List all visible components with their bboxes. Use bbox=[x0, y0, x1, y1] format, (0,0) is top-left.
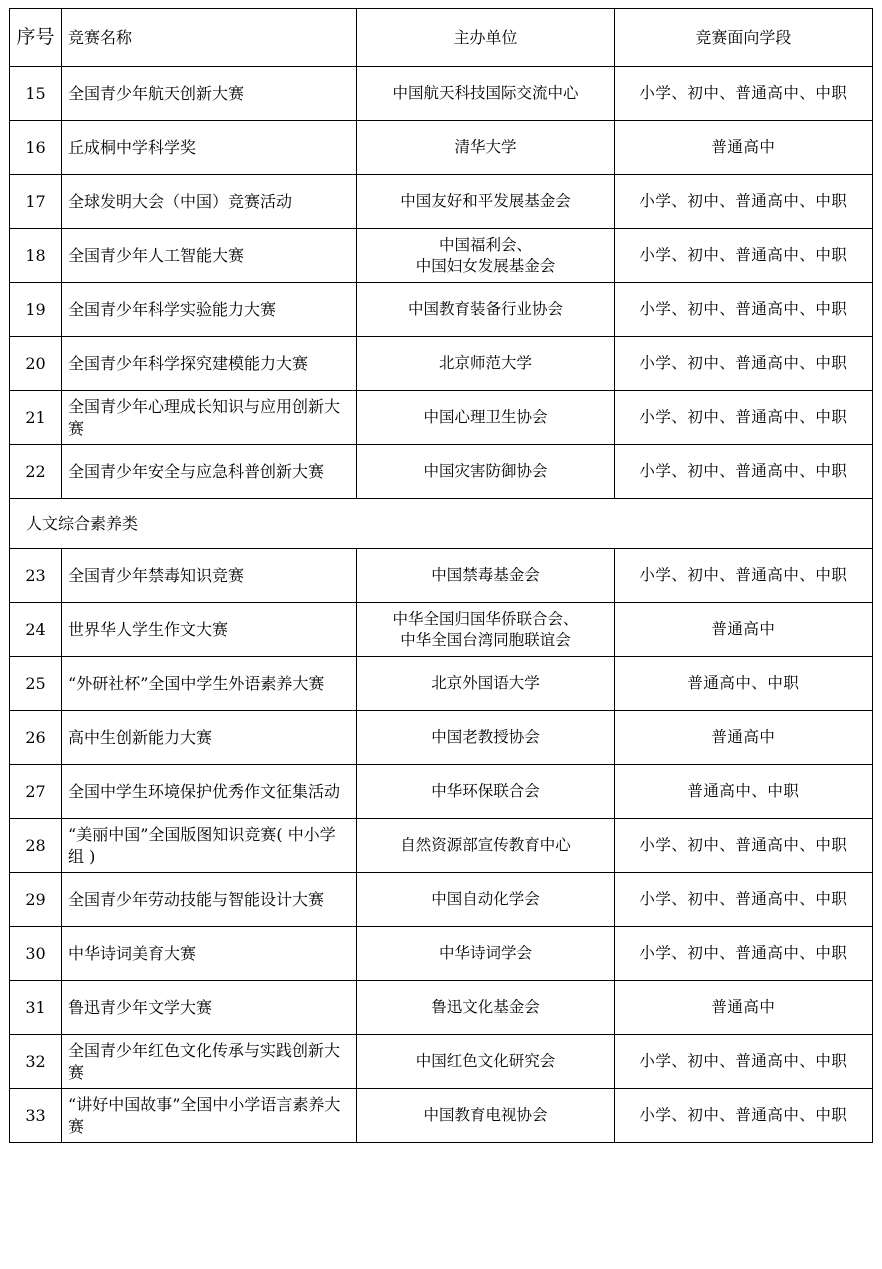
table-row bbox=[10, 1035, 873, 1089]
cell-competition-name: 丘成桐中学科学奖 bbox=[62, 121, 357, 175]
cell-target-stage: 小学、初中、普通高中、中职 bbox=[614, 927, 872, 981]
cell-target-stage: 小学、初中、普通高中、中职 bbox=[614, 445, 872, 499]
cell-organizer: 中华诗词学会 bbox=[357, 927, 614, 981]
cell-competition-name: 世界华人学生作文大赛 bbox=[62, 603, 357, 657]
table-section-row bbox=[10, 499, 873, 549]
table-row bbox=[10, 603, 873, 657]
cell-index: 30 bbox=[10, 927, 62, 981]
cell-organizer: 中国灾害防御协会 bbox=[357, 445, 614, 499]
cell-organizer: 鲁迅文化基金会 bbox=[357, 981, 614, 1035]
cell-index: 28 bbox=[10, 819, 62, 873]
table-row bbox=[10, 283, 873, 337]
cell-target-stage: 普通高中 bbox=[614, 981, 872, 1035]
cell-organizer: 中国航天科技国际交流中心 bbox=[357, 67, 614, 121]
cell-competition-name: 全国青少年科学实验能力大赛 bbox=[62, 283, 357, 337]
table-row bbox=[10, 175, 873, 229]
cell-index: 18 bbox=[10, 229, 62, 283]
cell-index: 22 bbox=[10, 445, 62, 499]
cell-index: 17 bbox=[10, 175, 62, 229]
cell-competition-name: “美丽中国”全国版图知识竞赛( 中小学组 ) bbox=[62, 819, 357, 873]
cell-organizer: 北京外国语大学 bbox=[357, 657, 614, 711]
cell-target-stage: 小学、初中、普通高中、中职 bbox=[614, 337, 872, 391]
cell-organizer: 中国心理卫生协会 bbox=[357, 391, 614, 445]
section-label: 人文综合素养类 bbox=[10, 499, 873, 549]
cell-target-stage: 小学、初中、普通高中、中职 bbox=[614, 67, 872, 121]
table-row bbox=[10, 337, 873, 391]
cell-competition-name: 全国青少年劳动技能与智能设计大赛 bbox=[62, 873, 357, 927]
cell-organizer: 中国教育装备行业协会 bbox=[357, 283, 614, 337]
table-row bbox=[10, 391, 873, 445]
cell-competition-name: “讲好中国故事”全国中小学语言素养大赛 bbox=[62, 1089, 357, 1143]
cell-target-stage: 普通高中 bbox=[614, 603, 872, 657]
cell-competition-name: 全国青少年科学探究建模能力大赛 bbox=[62, 337, 357, 391]
cell-organizer: 中国友好和平发展基金会 bbox=[357, 175, 614, 229]
table-row bbox=[10, 549, 873, 603]
cell-competition-name: 全国青少年禁毒知识竞赛 bbox=[62, 549, 357, 603]
cell-competition-name: 全球发明大会（中国）竞赛活动 bbox=[62, 175, 357, 229]
cell-competition-name: 全国中学生环境保护优秀作文征集活动 bbox=[62, 765, 357, 819]
table-row bbox=[10, 927, 873, 981]
cell-index: 23 bbox=[10, 549, 62, 603]
cell-competition-name: 全国青少年红色文化传承与实践创新大赛 bbox=[62, 1035, 357, 1089]
cell-target-stage: 小学、初中、普通高中、中职 bbox=[614, 175, 872, 229]
cell-organizer: 中国老教授协会 bbox=[357, 711, 614, 765]
cell-target-stage: 小学、初中、普通高中、中职 bbox=[614, 391, 872, 445]
column-header-target-stage: 竞赛面向学段 bbox=[614, 9, 872, 67]
cell-index: 27 bbox=[10, 765, 62, 819]
cell-index: 26 bbox=[10, 711, 62, 765]
cell-organizer: 中华环保联合会 bbox=[357, 765, 614, 819]
table-row bbox=[10, 445, 873, 499]
table-row bbox=[10, 981, 873, 1035]
cell-competition-name: 全国青少年心理成长知识与应用创新大赛 bbox=[62, 391, 357, 445]
cell-index: 21 bbox=[10, 391, 62, 445]
cell-index: 19 bbox=[10, 283, 62, 337]
table-row bbox=[10, 1089, 873, 1143]
cell-organizer: 自然资源部宣传教育中心 bbox=[357, 819, 614, 873]
table-row bbox=[10, 711, 873, 765]
competition-table bbox=[9, 8, 873, 1143]
table-row bbox=[10, 819, 873, 873]
cell-index: 32 bbox=[10, 1035, 62, 1089]
cell-competition-name: 鲁迅青少年文学大赛 bbox=[62, 981, 357, 1035]
table-row bbox=[10, 229, 873, 283]
cell-target-stage: 普通高中 bbox=[614, 711, 872, 765]
cell-index: 24 bbox=[10, 603, 62, 657]
table-row bbox=[10, 121, 873, 175]
cell-organizer: 北京师范大学 bbox=[357, 337, 614, 391]
table-body bbox=[10, 67, 873, 1143]
cell-competition-name: 全国青少年航天创新大赛 bbox=[62, 67, 357, 121]
cell-competition-name: “外研社杯”全国中学生外语素养大赛 bbox=[62, 657, 357, 711]
table-row bbox=[10, 873, 873, 927]
table-row bbox=[10, 67, 873, 121]
cell-organizer: 中国教育电视协会 bbox=[357, 1089, 614, 1143]
column-header-organizer: 主办单位 bbox=[357, 9, 614, 67]
cell-organizer: 中华全国归国华侨联合会、 中华全国台湾同胞联谊会 bbox=[357, 603, 614, 657]
cell-target-stage: 普通高中 bbox=[614, 121, 872, 175]
cell-target-stage: 小学、初中、普通高中、中职 bbox=[614, 819, 872, 873]
cell-organizer: 中国福利会、 中国妇女发展基金会 bbox=[357, 229, 614, 283]
cell-competition-name: 全国青少年安全与应急科普创新大赛 bbox=[62, 445, 357, 499]
cell-organizer: 中国禁毒基金会 bbox=[357, 549, 614, 603]
column-header-index: 序号 bbox=[10, 9, 62, 67]
cell-competition-name: 高中生创新能力大赛 bbox=[62, 711, 357, 765]
cell-target-stage: 小学、初中、普通高中、中职 bbox=[614, 229, 872, 283]
cell-organizer: 清华大学 bbox=[357, 121, 614, 175]
cell-target-stage: 小学、初中、普通高中、中职 bbox=[614, 1035, 872, 1089]
cell-index: 33 bbox=[10, 1089, 62, 1143]
cell-target-stage: 小学、初中、普通高中、中职 bbox=[614, 549, 872, 603]
cell-target-stage: 小学、初中、普通高中、中职 bbox=[614, 1089, 872, 1143]
cell-index: 25 bbox=[10, 657, 62, 711]
cell-competition-name: 全国青少年人工智能大赛 bbox=[62, 229, 357, 283]
cell-target-stage: 普通高中、中职 bbox=[614, 765, 872, 819]
cell-index: 31 bbox=[10, 981, 62, 1035]
cell-organizer: 中国自动化学会 bbox=[357, 873, 614, 927]
table-header-row bbox=[10, 9, 873, 67]
cell-index: 20 bbox=[10, 337, 62, 391]
column-header-competition-name: 竞赛名称 bbox=[62, 9, 357, 67]
cell-competition-name: 中华诗词美育大赛 bbox=[62, 927, 357, 981]
cell-target-stage: 小学、初中、普通高中、中职 bbox=[614, 873, 872, 927]
cell-target-stage: 普通高中、中职 bbox=[614, 657, 872, 711]
cell-organizer: 中国红色文化研究会 bbox=[357, 1035, 614, 1089]
cell-index: 29 bbox=[10, 873, 62, 927]
table-row bbox=[10, 765, 873, 819]
table-header bbox=[10, 9, 873, 67]
cell-index: 16 bbox=[10, 121, 62, 175]
cell-index: 15 bbox=[10, 67, 62, 121]
table-row bbox=[10, 657, 873, 711]
cell-target-stage: 小学、初中、普通高中、中职 bbox=[614, 283, 872, 337]
